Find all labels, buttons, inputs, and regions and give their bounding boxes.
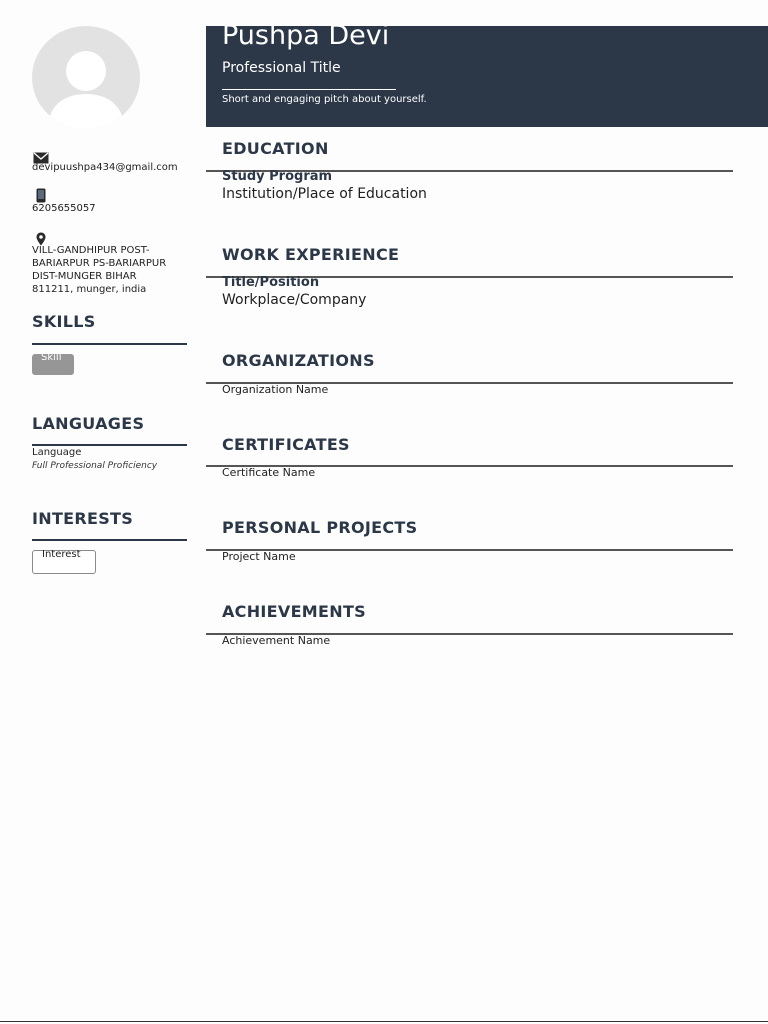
achievements-heading: ACHIEVEMENTS xyxy=(222,602,366,621)
user-silhouette-icon xyxy=(32,26,140,129)
job-position: Title/Position xyxy=(222,275,320,290)
contact-address xyxy=(32,244,166,296)
certificate-name: Certificate Name xyxy=(222,466,316,479)
work-experience-heading: WORK EXPERIENCE xyxy=(222,245,400,264)
languages-divider xyxy=(32,444,187,446)
skill-label: Skill xyxy=(41,352,62,363)
contact-phone[interactable]: 6205655057 xyxy=(32,203,96,214)
organization-name: Organization Name xyxy=(222,383,329,396)
interests-divider xyxy=(32,539,187,541)
address-line: 811211, munger, india xyxy=(32,284,147,295)
language-proficiency: Full Professional Proficiency xyxy=(32,461,158,471)
achievement-name: Achievement Name xyxy=(222,634,331,647)
project-name: Project Name xyxy=(222,550,296,563)
title-divider xyxy=(222,89,396,90)
avatar[interactable] xyxy=(32,26,140,129)
education-heading: EDUCATION xyxy=(222,139,329,158)
study-program: Study Program xyxy=(222,169,333,184)
personal-projects-heading: PERSONAL PROJECTS xyxy=(222,518,418,537)
workplace: Workplace/Company xyxy=(222,292,367,308)
page-bottom-border xyxy=(0,1021,768,1022)
professional-title: Professional Title xyxy=(222,60,341,76)
skills-heading: SKILLS xyxy=(32,312,96,331)
address-line: DIST-MUNGER BIHAR xyxy=(32,271,137,282)
organizations-heading: ORGANIZATIONS xyxy=(222,351,375,370)
skills-divider xyxy=(32,343,187,345)
institution: Institution/Place of Education xyxy=(222,186,427,202)
language-name: Language xyxy=(32,447,82,458)
certificates-heading: CERTIFICATES xyxy=(222,435,350,454)
interests-heading: INTERESTS xyxy=(32,509,134,528)
profile-name: Pushpa Devi xyxy=(222,20,390,51)
address-line: VILL-GANDHIPUR POST- xyxy=(32,245,150,256)
contact-email[interactable]: devipuushpa434@gmail.com xyxy=(32,162,178,173)
languages-heading: LANGUAGES xyxy=(32,414,145,433)
profile-pitch: Short and engaging pitch about yourself. xyxy=(222,94,427,105)
interest-label: Interest xyxy=(42,549,81,560)
address-line: BARIARPUR PS-BARIARPUR xyxy=(32,258,167,269)
